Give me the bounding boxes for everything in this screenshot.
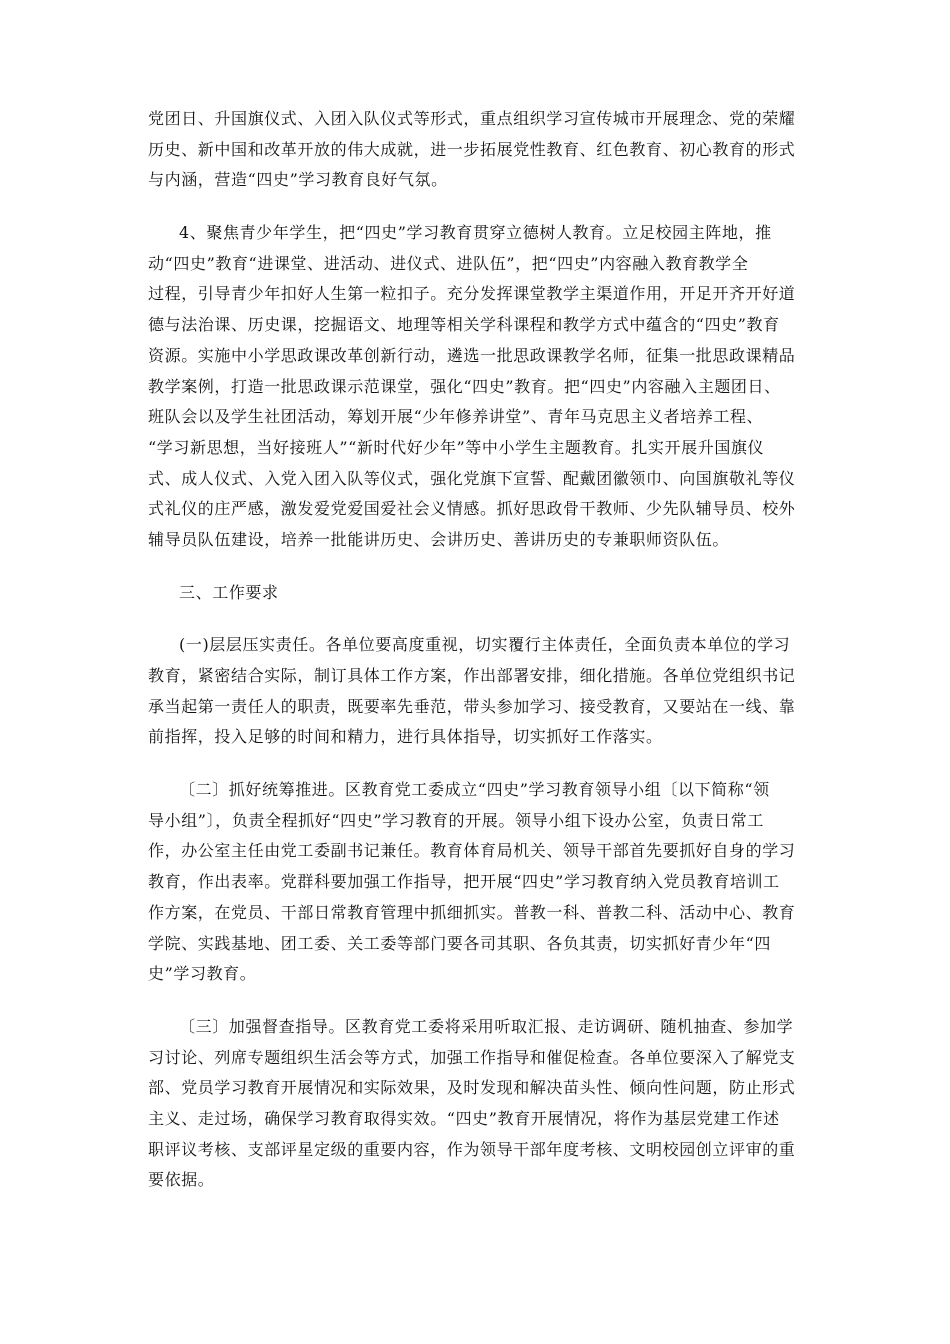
paragraph-p3 (148, 630, 808, 753)
text-line: 班队会以及学生社团活动，筹划开展“少年修养讲堂”、青年马克思主义者培养工程、 (148, 407, 764, 427)
text-line: 辅导员队伍建设，培养一批能讲历史、会讲历史、善讲历史的专兼职师资队伍。 (148, 529, 730, 549)
text-line: 教育，作出表率。党群科要加强工作指导，把开展“四史”学习教育纳入党员教育培训工 (148, 872, 780, 892)
text-line: 主义、走过场，确保学习教育取得实效。“四史”教育开展情况，将作为基层党建工作述 (148, 1108, 780, 1128)
text-line: 教学案例，打造一批思政课示范课堂，强化“四史”教育。把“四史”内容融入主题团日、 (148, 376, 781, 396)
paragraph-p4 (148, 775, 808, 990)
text-line: 作方案，在党员、干部日常教育管理中抓细抓实。普教一科、普教二科、活动中心、教育 (148, 902, 796, 922)
text-line: 作，办公室主任由党工委副书记兼任。教育体育局机关、领导干部首先要抓好自身的学习 (148, 841, 796, 861)
text-line: 教育，紧密结合实际，制订具体工作方案，作出部署安排，细化措施。各单位党组织书记 (148, 666, 796, 685)
text-line: 过程，引导青少年扣好人生第一粒扣子。充分发挥课堂教学主渠道作用，开足开齐开好道 (148, 284, 796, 304)
text-line: 式礼仪的庄严感，激发爱党爱国爱社会义情感。抓好思政骨干教师、少先队辅导员、校外 (148, 499, 796, 519)
section-heading-text: 三、工作要求 (179, 582, 279, 602)
text-line: 党团日、升国旗仪式、入团入队仪式等形式，重点组织学习宣传城市开展理念、党的荣耀 (148, 109, 796, 128)
text-line: 要依据。 (148, 1170, 215, 1190)
text-line: “学习新思想，当好接班人”“新时代好少年”等中小学生主题教育。扎实开展升国旗仪 (148, 437, 765, 457)
text-line: 资源。实施中小学思政课改革创新行动，遴选一批思政课教学名师，征集一批思政课精品 (148, 345, 796, 365)
text-line: 历史、新中国和改革开放的伟大成就，进一步拓展党性教育、红色教育、初心教育的形式 (148, 139, 796, 159)
text-line: 部、党员学习教育开展情况和实际效果，及时发现和解决苗头性、倾向性问题，防止形式 (148, 1078, 796, 1098)
text-line: 4、聚焦青少年学生，把“四史”学习教育贯穿立德树人教育。立足校园主阵地，推 (179, 223, 772, 243)
text-line: (一)层层压实责任。各单位要高度重视，切实覆行主体责任，全面负责本单位的学习 (179, 635, 791, 655)
text-line: 职评议考核、支部评星定级的重要内容，作为领导干部年度考核、文明校园创立评审的重 (148, 1139, 796, 1159)
text-line: 导小组”〕，负责全程抓好“四史”学习教育的开展。领导小组下设办公室，负责日常工 (148, 810, 764, 830)
text-line: 〔二〕抓好统筹推进。区教育党工委成立“四史”学习教育领导小组〔以下简称“领 (179, 780, 770, 800)
paragraph-p2 (148, 218, 808, 556)
paragraph-p5 (148, 1012, 808, 1196)
text-line: 史”学习教育。 (148, 964, 257, 984)
section-heading (148, 578, 808, 609)
document-body (148, 104, 808, 1218)
text-line: 德与法治课、历史课，挖掘语文、地理等相关学科课程和教学方式中蕴含的“四史”教育 (148, 315, 780, 335)
text-line: 动“四史”教育“进课堂、进活动、进仪式、进队伍”，把“四史”内容融入教育教学全 (148, 253, 749, 273)
text-line: 与内涵，营造“四史”学习教育良好气氛。 (148, 170, 448, 190)
text-line: 前指挥，投入足够的时间和精力，进行具体指导，切实抓好工作落实。 (148, 727, 663, 747)
text-line: 学院、实践基地、团工委、关工委等部门要各司其职、各负其责，切实抓好青少年“四 (148, 933, 771, 953)
text-line: 习讨论、列席专题组织生活会等方式，加强工作指导和催促检查。各单位要深入了解党支 (148, 1047, 796, 1067)
text-line: 〔三〕加强督查指导。区教育党工委将采用听取汇报、走访调研、随机抽查、参加学 (179, 1016, 794, 1036)
paragraph-p1 (148, 104, 808, 196)
text-line: 承当起第一责任人的职责，既要率先垂范，带头参加学习、接受教育，又要站在一线、靠 (148, 696, 796, 716)
text-line: 式、成人仪式、入党入团入队等仪式，强化党旗下宣誓、配戴团徽领巾、向国旗敬礼等仪 (148, 468, 796, 488)
